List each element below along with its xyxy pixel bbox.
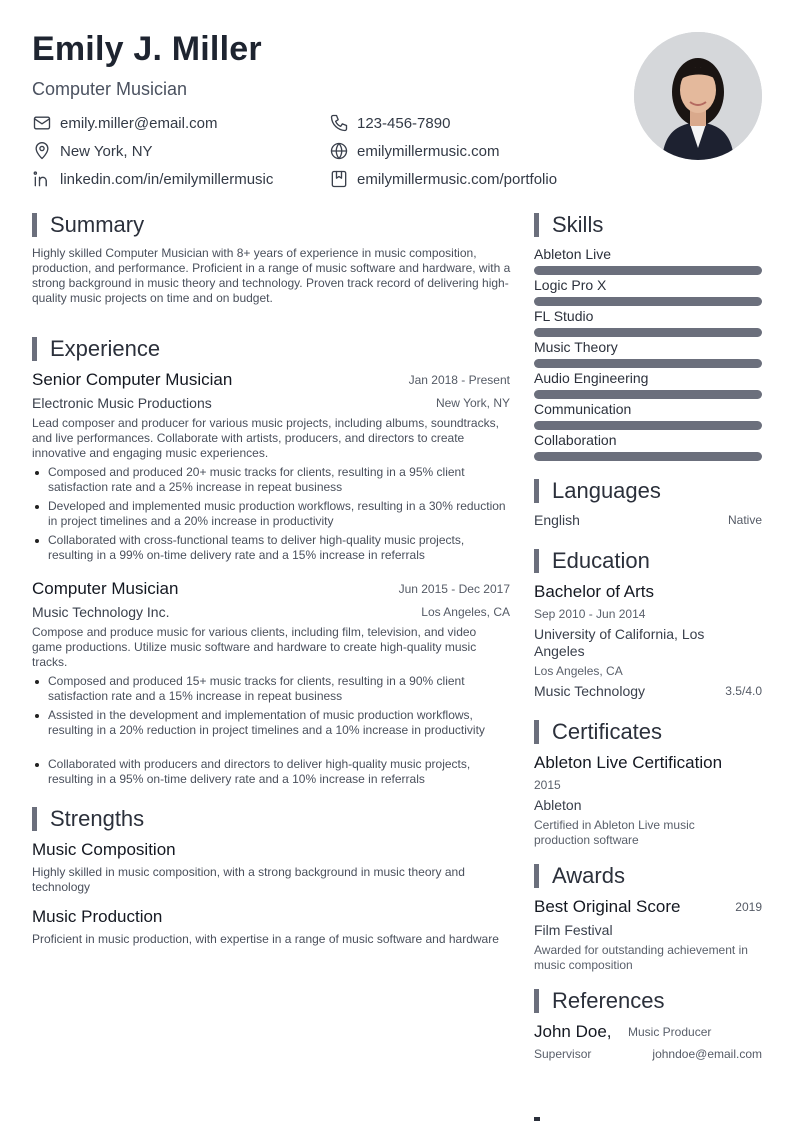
strengths-heading: [32, 806, 144, 832]
skill-level-bar: [534, 297, 762, 306]
language-level: Native: [727, 513, 762, 527]
contact-phone[interactable]: [329, 113, 450, 133]
job-dates: Jan 2018 - Present: [408, 373, 510, 387]
job-description: Lead composer and producer for various music projects, including albums, soundtracks, and live performances. Collaborate with artists, producers, and directors to create innovative and engaging music experiences.: [32, 416, 499, 460]
job-description: Compose and produce music for various clients, including film, television, and video game productions. Utilize music software and hardware to create high-quality music tracks.: [32, 625, 477, 669]
contact-location-text: New York, NY: [60, 142, 153, 160]
job-bullet: Composed and produced 15+ music tracks for clients, resulting in a 90% client satisfaction rate and a 15% increase in repeat business: [48, 674, 510, 704]
section-accent-bar: [534, 989, 539, 1013]
contact-email-text: emily.miller@email.com: [60, 114, 218, 132]
education-school: University of California, Los Angeles: [534, 626, 705, 659]
languages-heading: [534, 478, 661, 504]
skill-level-bar: [534, 390, 762, 399]
award-description: Awarded for outstanding achievement in music composition: [534, 943, 748, 972]
education-field: Music Technology: [534, 683, 646, 699]
bookmark-icon: [329, 169, 349, 189]
candidate-name: Emily J. Miller: [32, 30, 262, 68]
job-bullet: Collaborated with cross-functional teams to deliver high-quality music projects, resulting in a 99% on-time delivery rate and a 15% increase in referrals: [48, 533, 510, 563]
skill-name: Logic Pro X: [534, 277, 607, 293]
candidate-role: Computer Musician: [32, 79, 188, 99]
education-degree: Bachelor of Arts: [534, 582, 655, 601]
languages-heading-text: Languages: [552, 478, 661, 503]
skill-name: Audio Engineering: [534, 370, 649, 386]
job-bullet: Composed and produced 20+ music tracks for clients, resulting in a 95% client satisfaction rate and a 25% increase in repeat business: [48, 465, 510, 495]
section-accent-bar: [32, 337, 37, 361]
contact-linkedin-text: linkedin.com/in/emilymillermusic: [60, 170, 274, 188]
job-title: Senior Computer Musician: [32, 370, 233, 389]
awards-heading-text: Awards: [552, 863, 625, 888]
skill-level-bar: [534, 359, 762, 368]
strength-text: Proficient in music production, with expertise in a range of music software and hardware: [32, 932, 499, 946]
section-accent-bar: [534, 549, 539, 573]
certificate-description: Certified in Ableton Live music production software: [534, 818, 695, 847]
award-name: Best Original Score: [534, 897, 681, 916]
phone-icon: [329, 113, 349, 133]
skill-name: Collaboration: [534, 432, 617, 448]
reference-relation: Supervisor: [534, 1047, 592, 1061]
skill-name: Music Theory: [534, 339, 618, 355]
education-heading: [534, 548, 650, 574]
skill-name: Ableton Live: [534, 246, 612, 262]
experience-heading: [32, 336, 160, 362]
page-marker: [534, 1117, 540, 1121]
education-heading-text: Education: [552, 548, 650, 573]
section-accent-bar: [32, 807, 37, 831]
certificate-name: Ableton Live Certification: [534, 753, 723, 772]
contact-website-text: emilymillermusic.com: [357, 142, 500, 160]
reference-name: John Doe,: [534, 1022, 612, 1041]
education-dates: Sep 2010 - Jun 2014: [534, 607, 646, 621]
job-company: Music Technology Inc.: [32, 604, 170, 620]
education-location: Los Angeles, CA: [534, 664, 623, 678]
experience-heading-text: Experience: [50, 336, 161, 361]
skill-level-bar: [534, 421, 762, 430]
contact-linkedin[interactable]: [32, 169, 273, 189]
contact-location: [32, 141, 153, 161]
strengths-heading-text: Strengths: [50, 806, 145, 831]
skill-level-bar: [534, 328, 762, 337]
strength-name: Music Production: [32, 907, 163, 926]
job-bullet: Assisted in the development and implementation of music production workflows, resulting in a 20% reduction in project timelines and a 10% increase in productivity: [48, 708, 510, 738]
summary-heading: [32, 212, 144, 238]
job-title: Computer Musician: [32, 579, 179, 598]
references-heading-text: References: [552, 988, 665, 1013]
summary-text: Highly skilled Computer Musician with 8+ years of experience in music composition, production, and performance. Proficient in a range of music software and hardware, with a strong background in music theory and technology. Proven track record of delivering high-quality music projects on time and on budget.: [32, 246, 511, 305]
skill-name: Communication: [534, 401, 632, 417]
job-dates: Jun 2015 - Dec 2017: [398, 582, 510, 596]
job-bullet: Collaborated with producers and directors to deliver high-quality music projects, resulting in a 95% on-time delivery rate and a 10% increase in referrals: [48, 757, 510, 787]
reference-email[interactable]: johndoe@email.com: [652, 1047, 762, 1061]
education-gpa: 3.5/4.0: [725, 684, 762, 698]
section-accent-bar: [534, 864, 539, 888]
map-pin-icon: [32, 141, 52, 161]
certificate-year: 2015: [534, 778, 561, 792]
strength-name: Music Composition: [32, 840, 176, 859]
skills-heading: [534, 212, 603, 238]
summary-heading-text: Summary: [50, 212, 145, 237]
job-bullet: Developed and implemented music production workflows, resulting in a 30% reduction in project timelines and a 20% increase in productivity: [48, 499, 510, 529]
contact-portfolio-text: emilymillermusic.com/portfolio: [357, 170, 558, 188]
job-company: Electronic Music Productions: [32, 395, 212, 411]
skill-name: FL Studio: [534, 308, 594, 324]
profile-photo: [634, 32, 762, 160]
globe-icon: [329, 141, 349, 161]
skill-level-bar: [534, 266, 762, 275]
awards-heading: [534, 863, 625, 889]
skill-level-bar: [534, 452, 762, 461]
contact-phone-text: 123-456-7890: [357, 114, 451, 132]
certificate-issuer: Ableton: [534, 797, 582, 813]
job-location: Los Angeles, CA: [421, 605, 510, 619]
language-name: English: [534, 512, 580, 528]
contact-website[interactable]: [329, 141, 500, 161]
strength-text: Highly skilled in music composition, with a strong background in music theory and technology: [32, 865, 465, 894]
section-accent-bar: [534, 479, 539, 503]
job-location: New York, NY: [435, 396, 510, 410]
linkedin-icon: [32, 169, 52, 189]
award-issuer: Film Festival: [534, 922, 613, 938]
reference-position: Music Producer: [628, 1025, 712, 1039]
certificates-heading-text: Certificates: [552, 719, 663, 744]
references-heading: [534, 988, 665, 1014]
contact-portfolio[interactable]: [329, 169, 557, 189]
skills-heading-text: Skills: [552, 212, 604, 237]
section-accent-bar: [32, 213, 37, 237]
award-year: 2019: [735, 900, 762, 914]
section-accent-bar: [534, 213, 539, 237]
contact-email[interactable]: [32, 113, 217, 133]
envelope-icon: [32, 113, 52, 133]
section-accent-bar: [534, 720, 539, 744]
certificates-heading: [534, 719, 662, 745]
